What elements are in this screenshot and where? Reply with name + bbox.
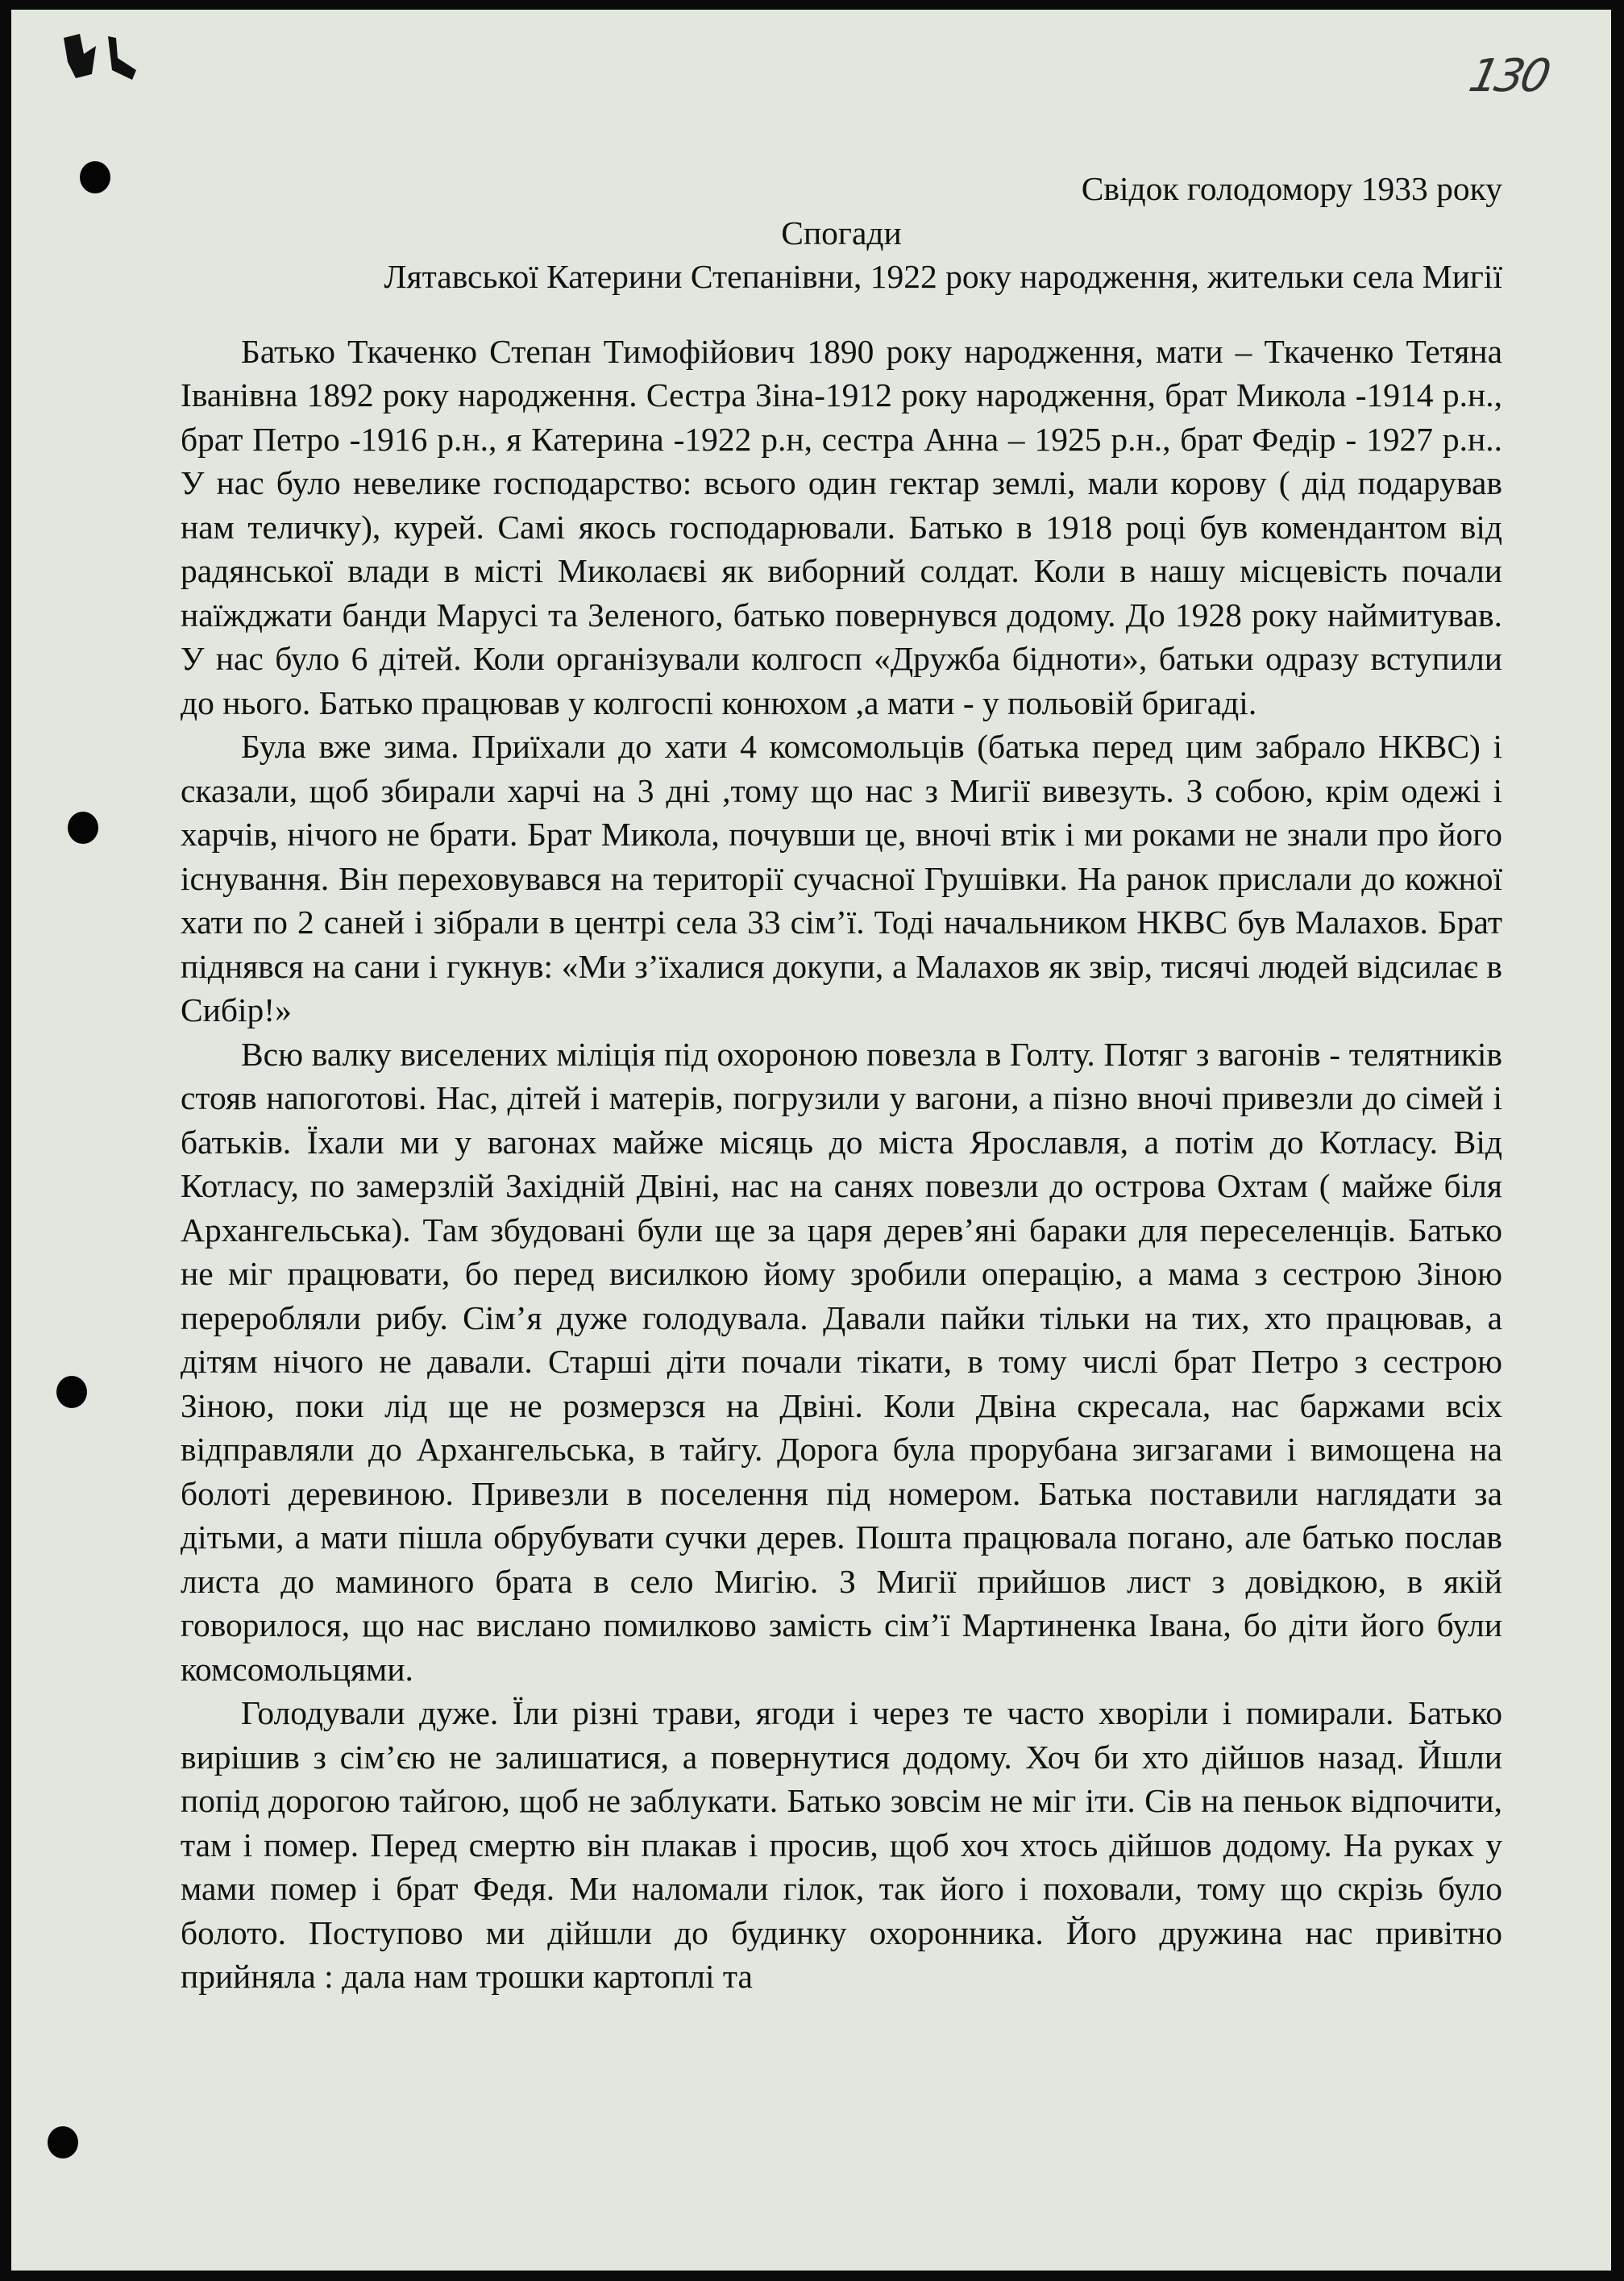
document-title: Спогади — [781, 214, 902, 251]
page-number: 130 — [1464, 50, 1552, 102]
archive-stamp-mark — [60, 30, 148, 86]
punch-hole — [48, 2126, 78, 2158]
punch-hole — [56, 1376, 87, 1408]
paragraph: Була вже зима. Приїхали до хати 4 комсомольців (батька перед цим забрало НКВС) і сказали, щоб збирали харчі на 3 дні ,тому що нас з Мигії вивезуть. З собою, крім одежі і харчів, нічого не брати. Брат Микола, почувши це, вночі втік і ми роками не знали про його існування. Він переховувався на території сучасної Грушівки. На ранок прислали до кожної хати по 2 саней і зібрали в центрі села 33 сім’ї. Тоді начальником НКВС був Малахов. Брат піднявся на сани і гукнув: «Ми з’їхалися докупи, а Малахов як звір, тисячі людей відсилає в Сибір!» — [181, 728, 1502, 1028]
document-heading: Свідок голодомору 1933 року — [1081, 170, 1502, 207]
paragraph: Всю валку виселених міліція під охороною повезла в Голту. Потяг з вагонів - телятників стояв напоготові. Нас, дітей і матерів, погрузили у вагони, а пізно вночі привезли до сімей і батьків. Їхали ми у вагонах майже місяць до міста Ярославля, а потім до Котласу. Від Котласу, по замерзлій Західній Двіні, нас на санях повезли до острова Охтам ( майже біля Архангельська). Там збудовані були ще за царя дерев’яні бараки для переселенців. Батько не міг працювати, бо перед висилкою йому зробили операцію, а мама з сестрою Зіною переробляли рибу. Сім’я дуже голодувала. Давали пайки тільки на тих, хто працював, а дітям нічого не давали. Старші діти почали тікати, в тому числі брат Петро з сестрою Зіною, поки лід ще не розмерзся на Двіні. Коли Двіна скресала, нас баржами всіх відправляли до Архангельська, в тайгу. Дорога була прорубана зигзагами і вимощена на болоті деревиною. Привезли в поселення під номером. Батька поставили наглядати за дітьми, а мати пішла обрубувати сучки дерев. Пошта працювала погано, але батько послав листа до маминого брата в село Мигію. З Мигії прийшов лист з довідкою, в якій говорилося, що нас вислано помилково замість сім’ї Мартиненка Івана, бо діти його були комсомольцями. — [181, 1035, 1502, 1688]
document-page — [11, 10, 1611, 2271]
punch-hole — [68, 812, 98, 844]
document-body — [181, 167, 1502, 1999]
document-subtitle: Лятавської Катерини Степанівни, 1922 року народження, жительки села Мигії — [384, 258, 1502, 295]
paragraph: Батько Ткаченко Степан Тимофійович 1890 року народження, мати – Ткаченко Тетяна Іванівна 1892 року народження. Сестра Зіна-1912 року народження, брат Микола -1914 р.н., брат Петро -1916 р.н., я Катерина -1922 р.н, сестра Анна – 1925 р.н., брат Федір - 1927 р.н.. У нас було невелике господарство: всього один гектар землі, мали корову ( дід подарував нам теличку), курей. Самі якось господарювали. Батько в 1918 році був комендантом від радянської влади в місті Миколаєві як виборний солдат. Коли в нашу місцевість почали наїжджати банди Марусі та Зеленого, батько повернувся додому. До 1928 року наймитував. У нас було 6 дітей. Коли організували колгосп «Дружба бідноти», батьки одразу вступили до нього. Батько працював у колгоспі конюхом ,а мати - у польовій бригаді. — [181, 332, 1502, 721]
paragraph: Голодували дуже. Їли різні трави, ягоди і через те часто хворіли і помирали. Батько вирішив з сім’єю не залишатися, а повернутися додому. Хоч би хто дійшов назад. Йшли попід дорогою тайгою, щоб не заблукати. Батько зовсім не міг іти. Сів на пеньок відпочити, там і помер. Перед смертю він плакав і просив, щоб хоч хтось дійшов додому. На руках у мами помер і брат Федя. Ми наломали гілок, так його і поховали, тому що скрізь було болото. Поступово ми дійшли до будинку охоронника. Його дружина нас привітно прийняла : дала нам трошки картоплі та — [181, 1694, 1502, 1995]
punch-hole — [80, 161, 110, 193]
